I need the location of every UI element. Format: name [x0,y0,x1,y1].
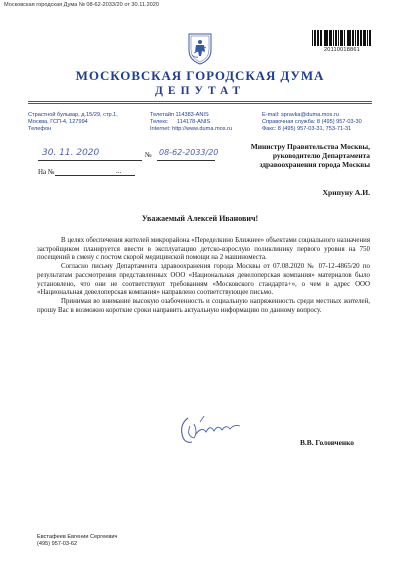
contact-line: Internet: http://www.duma.mos.ru [150,126,233,132]
addressee-line: руководителю Департамента [272,151,370,161]
barcode-bar [330,30,332,46]
header-divider-thin [28,103,372,104]
body-paragraph: В целях обеспечения жителей микрорайона «Переделкино Ближнее» объектами социального назначения застройщиком планируется ввести в эксплуатацию детско-взрослую поликлинику первого уровня на 750 посещений в смену с постом скорой медицинской помощи на 2 машиноместа. [37,237,370,262]
addressee-name: Хрипуну А.И. [322,188,370,197]
barcode-bar [325,30,326,46]
body-paragraph: Принимая во внимание высокую озабоченность и социальную напряженность среди местных жителей, прошу Вас в возможно короткие сроки направить актуальную информацию по данному вопросу. [37,297,370,314]
barcode-bar [333,30,334,46]
barcode-bar [321,30,322,46]
contact-line: Факс: 8 (495) 957-03-31, 753-71-31 [262,126,352,132]
barcode-bar [367,30,368,46]
barcode-bar [360,30,361,46]
number-label: № [145,151,152,159]
barcode-bars [312,30,372,46]
barcode-bar [361,30,362,46]
barcode-bar [348,30,349,46]
addressee-line: Министру Правительства Москвы, [250,142,370,151]
barcode-bar [315,30,316,46]
document-header-note: Московская городская Дума № 08-62-2033/20 от 30.11.2020 [4,2,160,8]
barcode-bar [355,30,356,46]
barcode-bar [353,30,354,46]
barcode-bar [314,30,315,46]
contact-line: Справочная служба: 8 (495) 957-03-30 [262,119,362,125]
letter-body [37,237,370,315]
contact-line: Страстной бульвар, д.15/29, стр.1, [28,112,118,118]
contact-line: Телекс 114178-ANIS [150,119,211,125]
contact-address-block [28,112,118,133]
barcode-bar [370,30,371,46]
contact-line: E-mail: spravka@duma.mos.ru [262,112,339,118]
barcode-bar [338,30,339,46]
contact-teletype-block [150,112,232,133]
body-paragraph: Согласно письму Департамента здравоохранения города Москвы от 07.08.2020 № 07-12-4865/20 по результатам рассмотрения представленных ООО «Национальная девелоперская компания» материалов было установлено, что они не соответствуют требованиям «Московского стандарта+», о чем в адрес ООО «Национальная девелоперская компания» направлено соответствующее письмо. [37,263,370,297]
contact-line: Телетайп 114383-ANIS [150,112,209,118]
contact-line: Телефон [28,126,52,132]
contact-line: Москва, ГСП-4, 127994 [28,119,88,125]
barcode-bar [336,30,337,46]
contact-email-block [262,112,362,133]
reply-to-underline [55,167,135,176]
barcode [312,30,372,53]
reply-to-dots: ... [116,167,122,175]
barcode-bar [344,30,346,46]
signatory-name: В.В. Головченко [300,438,354,447]
barcode-bar [320,30,321,46]
header-divider [28,101,372,102]
executor-phone: (495) 957-03-62 [37,541,78,547]
moscow-coat-of-arms-icon [186,31,214,65]
addressee-block [200,142,370,170]
barcode-bar [326,30,327,46]
addressee-line: здравоохранения города Москвы [259,160,370,170]
executor-block [37,534,117,548]
registration-date: 30. 11. 2020 [42,148,100,158]
organization-title: МОСКОВСКАЯ ГОРОДСКАЯ ДУМА [75,68,325,83]
organization-subtitle: ДЕПУТАТ [154,85,246,97]
registration-number: 08-62-2033/20 [159,148,219,157]
barcode-bar [341,30,342,46]
barcode-bar [365,30,366,46]
barcode-number: 20110018861 [323,47,360,53]
barcode-bar [349,30,350,46]
salutation: Уважаемый Алексей Иванович! [141,214,259,223]
reply-to-label: На № [38,168,55,176]
executor-name: Евстафеев Евгении Сергеевич [37,534,118,540]
handwritten-signature [176,412,246,450]
